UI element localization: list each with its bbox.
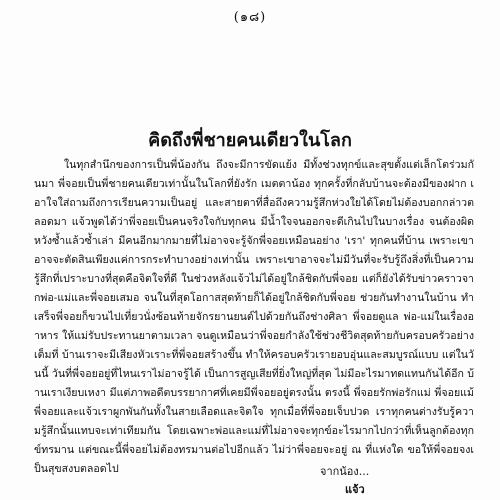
body-paragraph — [34, 156, 474, 479]
document-title: คิดถึงพี่ชายคนเดียวในโลก — [148, 130, 352, 151]
page-number: (๑๘) — [233, 10, 267, 25]
body-text: ในทุกสำนึกของการเป็นพี่น้องกัน ถึงจะมีการขัดแย้ง มีทั้งช่วงทุกข์และสุขตั้งแต่เล็กโตร่วมกันมา พี่จอยเป็นพี่ชายคนเดียวเท่านั้นในโลกที่ยังรัก เมตตาน้อง ทุกครั้งที่กลับบ้านจะต้องมีของฝาก เอาใจใส่ถามถึงการเรียนความเป็นอยู่ และสายตาที่สื่อถึงความรู้สึกห่วงใยได้โดยไม่ต้องบอกกล่าวตลอดมา แจ้วพูดได้ว่าพี่จอยเป็นคนจริงใจกับทุกคน มีน้ำใจจนออกจะดีเกินไปในบางเรื่อง จนต้องผิดหวังซ้ำแล้วซ้ำเล่า มีคนอีกมากมายที่ไม่อาจจะรู้จักพี่จอยเหมือนอย่าง 'เรา' ทุกคนที่บ้าน เพราะเขาอาจจะตัดสินเพียงแค่การกระทำบางอย่างเท่านั้น เพราะเขาอาจจะไม่มีวันที่จะรับรู้ถึงสิ่งที่เป็นความรู้สึกที่เปราะบางที่สุดคือจิตใจที่ดี ในช่วงหลังแจ้วไม่ได้อยู่ใกล้ชิดกับพี่จอย แต่ก็ยังได้รับข่าวคราวจากพ่อ-แม่และพี่จอยเสมอ จนในที่สุดโอกาสสุดท้ายก็ได้อยู่ใกล้ชิดกับพี่จอย ช่วยกันทำงานในบ้าน ทำเสร็จพี่จอยก็ขวนไปเที่ยวนั่งซ้อนท้ายจักรยานยนต์ไปด้วยกันถึงช่างศิลา พี่จอยดูแล พ่อ-แม่ในเรื่องอาหาร ให้แม่รับประทานยาตามเวลา จนดูเหมือนว่าพี่จอยกำลังใช้ช่วงชีวิตสุดท้ายกับครอบครัวอย่างเต็มที่ บ้านเราจะมีเสียงหัวเราะที่พี่จอยสร้างขึ้น ทำให้ครอบครัวเรายอบอุ่นและสมบูรณ์แบบ แต่ในวันนี้ วันที่พี่จอยอยู่ที่ไหนเราไม่อาจรู้ได้ เป็นการสูญเสียที่ยิ่งใหญ่ที่สุด ไม่มีอะไรมาทดแทนกันได้อีก บ้านเราเงียบเหงา มีแต่ภาพอดีตบรรยากาศที่เคยมีพี่จอยอยู่ตรงนั้น ตรงนี้ พี่จอยรักพ่อรักแม่ พี่จอยแม้พี่จอยและแจ้วเราผูกพันกันทั้งในสายเลือดและจิตใจ ทุกเมื่อที่พี่จอยเจ็บปวด เราทุกคนต่างรับรู้ความรู้สึกนั้นแทบจะเท่าเทียมกัน โดยเฉพาะพ่อและแม่ที่ไม่อาจจะทุกข์อะไรมากไปกว่าที่เห็นลูกต้องทุกข์ทรมาน แต่ขณะนี้พี่จอยไม่ต้องทรมานต่อไปอีกแล้ว ไม่ว่าพี่จอยจะอยู่ ณ ที่แห่งใด ขอให้พี่จอยจงเป็นสุขสงบตลอดไป — [34, 159, 474, 475]
closing-line: จากน้อง... — [320, 465, 370, 478]
signature: แจ้ว — [345, 483, 365, 496]
